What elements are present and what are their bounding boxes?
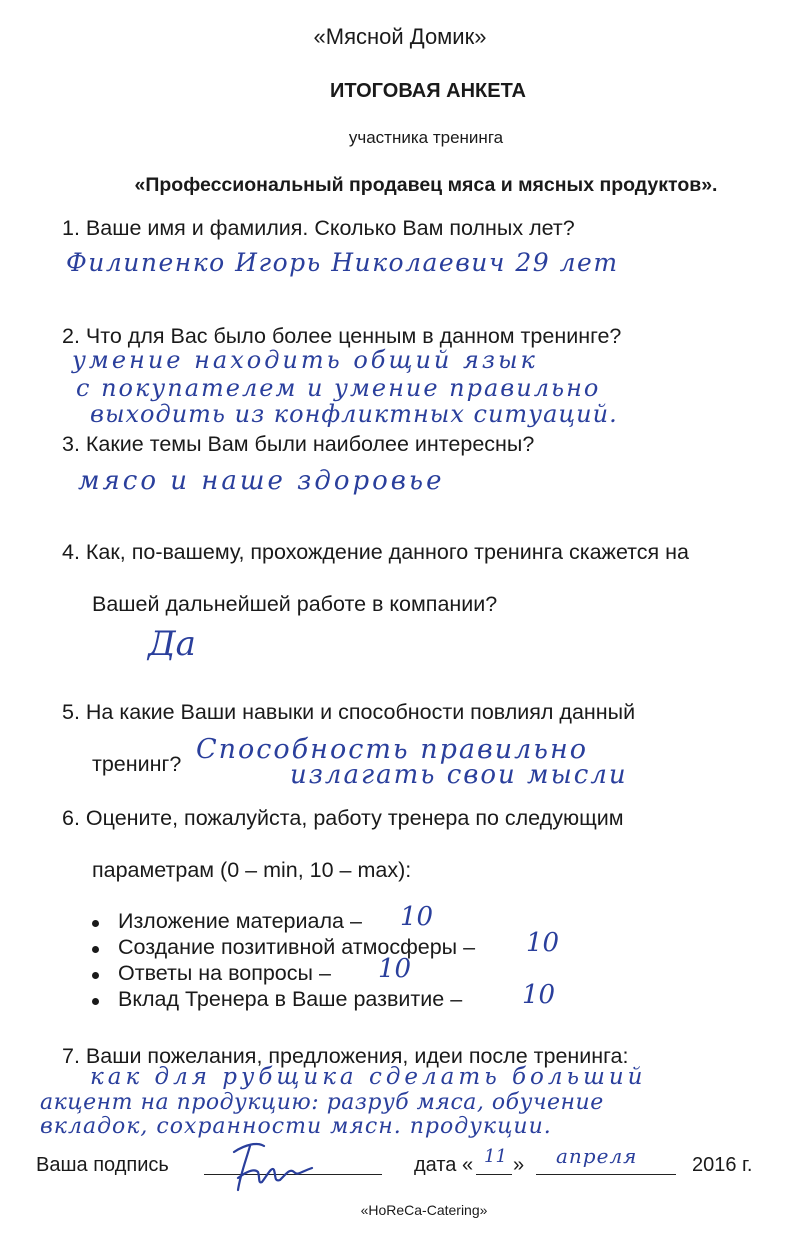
question-1: 1. Ваше имя и фамилия. Сколько Вам полных лет? [62, 216, 575, 240]
bullet-icon [92, 998, 99, 1005]
answer-2-line-3: выходить из конфликтных ситуаций. [90, 400, 618, 428]
date-year: 2016 г. [692, 1154, 753, 1176]
rating-label: Создание позитивной атмосферы – [118, 935, 476, 959]
answer-2-line-1: умение находить общий язык [72, 346, 538, 374]
rating-score: 10 [526, 928, 560, 958]
date-label: дата « [414, 1154, 474, 1176]
rating-score: 10 [378, 954, 412, 984]
month-line [536, 1174, 676, 1175]
rating-score: 10 [522, 980, 556, 1010]
answer-2-line-2: с покупателем и умение правильно [76, 374, 601, 402]
answer-5-line-1: Способность правильно [196, 734, 589, 765]
answer-4: Да [148, 624, 196, 664]
rating-label: Вклад Тренера в Ваше развитие – [118, 987, 463, 1011]
date-close-quote: » [513, 1154, 525, 1176]
rating-label: Ответы на вопросы – [118, 961, 331, 985]
answer-5-line-2: излагать свои мысли [290, 760, 628, 790]
bullet-icon [92, 946, 99, 953]
training-name: «Профессиональный продавец мяса и мясных продуктов». [134, 174, 718, 196]
answer-1: Филипенко Игорь Николаевич 29 лет [66, 248, 619, 277]
question-3: 3. Какие темы Вам были наиболее интересны? [62, 432, 535, 456]
page-subtitle: участника тренинга [348, 128, 504, 147]
page-title: ИТОГОВАЯ АНКЕТА [330, 80, 526, 102]
question-6-line-1: 6. Оцените, пожалуйста, работу тренера по следующим [62, 806, 624, 830]
answer-7-line-1: как для рубщика сделать больший [90, 1064, 647, 1090]
answer-7-line-3: вкладок, сохранности мясн. продукции. [40, 1114, 552, 1139]
signature-label: Ваша подпись [36, 1154, 169, 1176]
question-5-line-2: тренинг? [92, 752, 182, 776]
date-month: апреля [556, 1144, 638, 1168]
rating-score: 10 [400, 902, 434, 932]
handwritten-signature [228, 1138, 314, 1196]
day-line [476, 1174, 512, 1175]
date-day: 11 [484, 1146, 507, 1167]
question-4-line-1: 4. Как, по-вашему, прохождение данного тренинга скажется на [62, 540, 689, 564]
footer: «HoReCa-Catering» [360, 1202, 488, 1218]
question-7: 7. Ваши пожелания, предложения, идеи после тренинга: [62, 1044, 629, 1068]
question-4-line-2: Вашей дальнейшей работе в компании? [92, 592, 498, 616]
rating-label: Изложение материала – [118, 909, 362, 933]
question-2: 2. Что для Вас было более ценным в данном тренинге? [62, 324, 622, 348]
company-name: «Мясной Домик» [313, 24, 487, 49]
answer-7-line-2: акцент на продукцию: разруб мяса, обучение [40, 1090, 604, 1115]
question-6-line-2: параметрам (0 – min, 10 – max): [92, 858, 412, 882]
answer-3: мясо и наше здоровье [78, 466, 445, 496]
bullet-icon [92, 972, 99, 979]
question-5-line-1: 5. На какие Ваши навыки и способности повлиял данный [62, 700, 636, 724]
bullet-icon [92, 920, 99, 927]
